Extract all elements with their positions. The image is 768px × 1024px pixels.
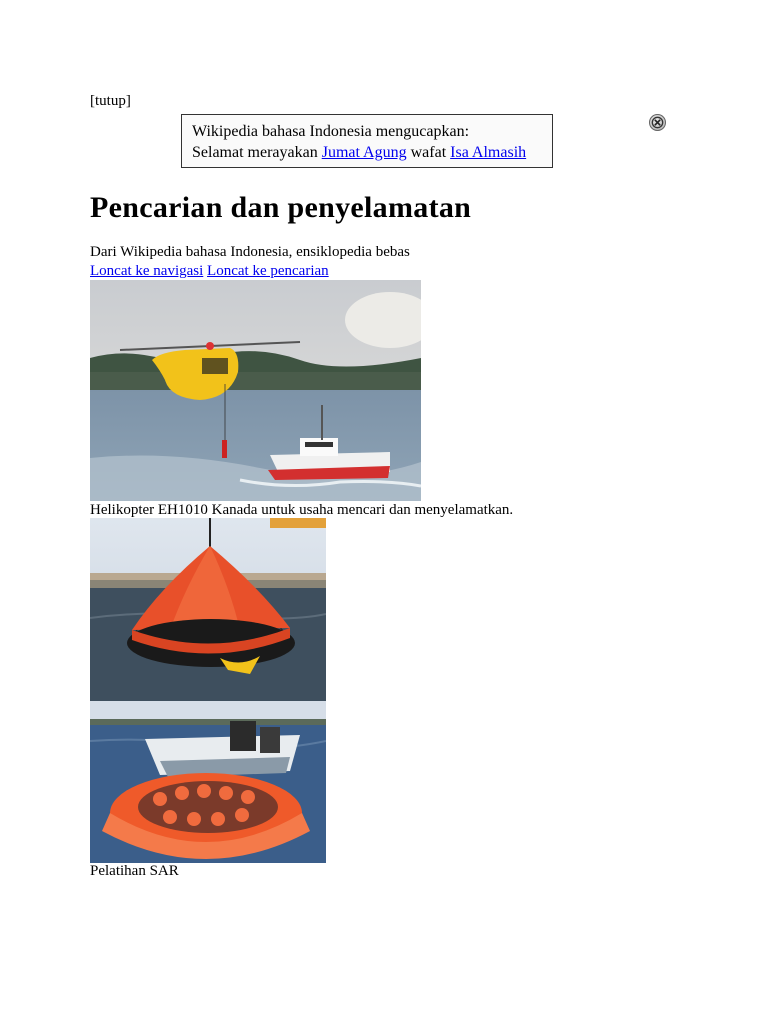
dismiss-banner-link[interactable]: [tutup] [90, 93, 131, 109]
notice-line-1: Wikipedia bahasa Indonesia mengucapkan: [192, 123, 470, 140]
helicopter-rescue-image[interactable] [90, 280, 421, 501]
holiday-notice-box [181, 114, 553, 168]
notice-line-2 [192, 142, 542, 163]
site-subtitle: Dari Wikipedia bahasa Indonesia, ensiklopedia bebas [90, 244, 410, 260]
jumat-agung-link[interactable]: Jumat Agung [321, 144, 407, 161]
figure-caption: Helikopter EH1010 Kanada untuk usaha mencari dan menyelamatkan. [90, 502, 514, 518]
isa-almasih-link[interactable]: Isa Almasih [450, 144, 527, 161]
page-title: Pencarian dan penyelamatan [90, 191, 472, 224]
jump-links [90, 262, 329, 281]
liferaft-lowering-image[interactable] [90, 518, 326, 701]
jump-to-search-link[interactable]: Loncat ke pencarian [207, 263, 329, 279]
notice-line-2-middle: wafat [410, 144, 447, 161]
jump-to-navigation-link[interactable]: Loncat ke navigasi [90, 263, 204, 279]
notice-line-2-prefix: Selamat merayakan [192, 144, 318, 161]
close-circle-icon[interactable] [649, 114, 666, 131]
figure-caption: Pelatihan SAR [90, 863, 179, 879]
sar-training-image[interactable] [90, 701, 326, 863]
